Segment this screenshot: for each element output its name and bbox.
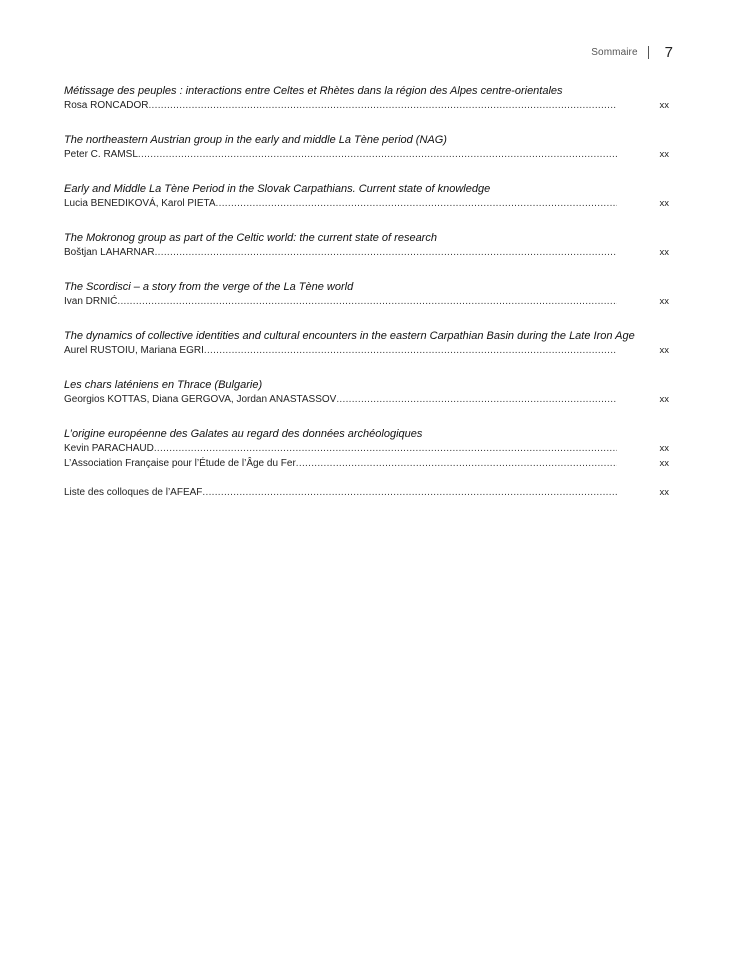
entry-author-line — [64, 196, 669, 211]
annex-page: xx — [659, 487, 669, 498]
entry-page: xx — [659, 198, 669, 209]
entry-authors: Georgios KOTTAS, Diana GERGOVA, Jordan ANASTASSOV — [64, 394, 337, 405]
annex-label: L’Association Française pour l’Étude de l’Âge du Fer — [64, 458, 296, 469]
entry-author-line — [64, 245, 669, 260]
entry-page: xx — [659, 443, 669, 454]
entry-page: xx — [659, 296, 669, 307]
entry-authors: Boštjan LAHARNAR — [64, 247, 155, 258]
entry-authors: Rosa RONCADOR — [64, 100, 149, 111]
dot-leader — [155, 245, 617, 260]
entry-author-line — [64, 392, 669, 407]
entry-authors: Ivan DRNIĆ — [64, 296, 118, 307]
dot-leader — [148, 98, 617, 113]
toc-entry — [64, 427, 669, 456]
dot-leader — [138, 147, 617, 162]
entry-authors: Kevin PARACHAUD — [64, 443, 154, 454]
running-header — [591, 44, 673, 61]
entry-authors: Peter C. RAMSL — [64, 149, 138, 160]
entry-page: xx — [659, 345, 669, 356]
entry-author-line — [64, 147, 669, 162]
entry-title: The northeastern Austrian group in the early and middle La Tène period (NAG) — [64, 134, 447, 146]
entry-author-line — [64, 98, 669, 113]
entry-author-line — [64, 441, 669, 456]
entry-page: xx — [659, 247, 669, 258]
annex-line — [64, 456, 669, 471]
toc-entry — [64, 378, 669, 407]
entry-page: xx — [659, 149, 669, 160]
annex-page: xx — [659, 458, 669, 469]
toc-entry — [64, 133, 669, 162]
dot-leader — [154, 441, 617, 456]
section-label: Sommaire — [591, 47, 638, 58]
table-of-contents — [64, 84, 669, 476]
toc-entry — [64, 329, 669, 358]
toc-entry — [64, 231, 669, 260]
entry-title: The dynamics of collective identities and cultural encounters in the eastern Carpathian Basin during the Late Iron Age — [64, 330, 635, 342]
entry-title: The Scordisci – a story from the verge of the La Tène world — [64, 281, 354, 293]
entry-page: xx — [659, 100, 669, 111]
dot-leader — [296, 456, 617, 471]
entry-author-line — [64, 343, 669, 358]
entry-title: The Mokronog group as part of the Celtic world: the current state of research — [64, 232, 437, 244]
toc-entry — [64, 280, 669, 309]
page-number: 7 — [664, 44, 673, 61]
annex-label: Liste des colloques de l’AFEAF — [64, 487, 203, 498]
dot-leader — [204, 343, 617, 358]
entry-authors: Aurel RUSTOIU, Mariana EGRI — [64, 345, 204, 356]
entry-author-line — [64, 294, 669, 309]
annex-list — [64, 456, 669, 514]
toc-entry — [64, 182, 669, 211]
entry-authors: Lucia BENEDIKOVÁ, Karol PIETA — [64, 198, 216, 209]
entry-title: Métissage des peuples : interactions entre Celtes et Rhètes dans la région des Alpes centre-orientales — [64, 85, 563, 97]
entry-title: Les chars laténiens en Thrace (Bulgarie) — [64, 379, 263, 391]
header-divider — [648, 46, 649, 59]
annex-line — [64, 485, 669, 500]
dot-leader — [202, 485, 617, 500]
entry-page: xx — [659, 394, 669, 405]
entry-title: Early and Middle La Tène Period in the Slovak Carpathians. Current state of knowledge — [64, 183, 491, 195]
entry-title: L’origine européenne des Galates au regard des données archéologiques — [64, 428, 423, 440]
dot-leader — [216, 196, 617, 211]
toc-entry — [64, 84, 669, 113]
dot-leader — [336, 392, 617, 407]
dot-leader — [117, 294, 617, 309]
